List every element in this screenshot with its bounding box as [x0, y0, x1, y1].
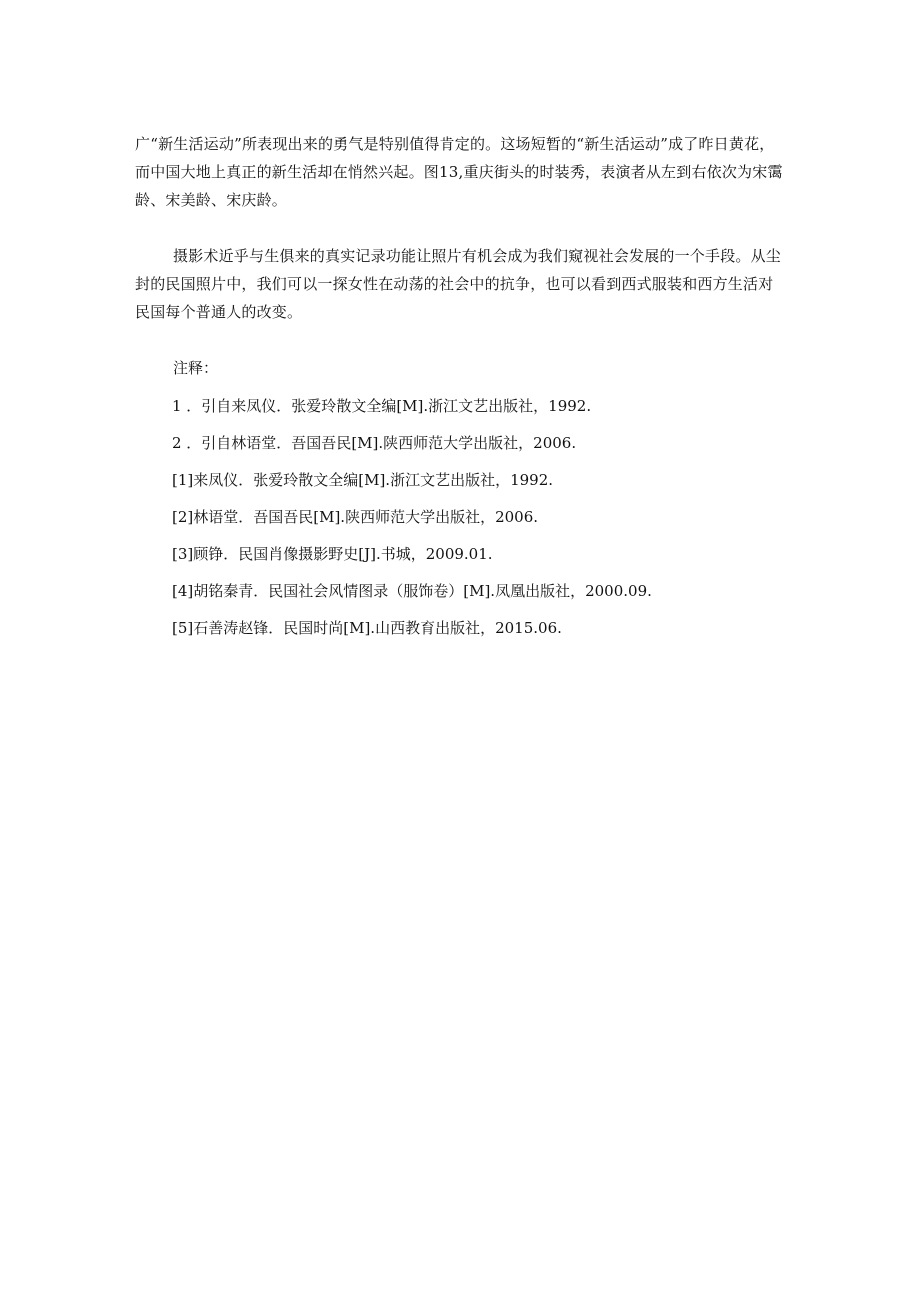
reference-item-note-1: 1 ．引自来凤仪．张爱玲散文全编[M].浙江文艺出版社，1992. [172, 397, 592, 415]
notes-heading: 注释： [173, 359, 219, 377]
reference-list [172, 392, 652, 651]
reference-item-3: [3]顾铮．民国肖像摄影野史[J].书城，2009.01. [172, 545, 493, 563]
reference-item-4: [4]胡铭秦青．民国社会风情图录（服饰卷）[M].凤凰出版社，2000.09. [172, 582, 652, 600]
reference-item-1: [1]来凤仪．张爱玲散文全编[M].浙江文艺出版社，1992. [172, 471, 554, 489]
body-paragraph-2: 摄影术近乎与生俱来的真实记录功能让照片有机会成为我们窥视社会发展的一个手段。从尘封的民国照片中，我们可以一探女性在动荡的社会中的抗争，也可以看到西式服装和西方生活对民国每个普通人的改变。 [135, 247, 782, 321]
reference-item-2: [2]林语堂．吾国吾民[M].陕西师范大学出版社，2006. [172, 508, 539, 526]
reference-item-note-2: 2 ．引自林语堂．吾国吾民[M].陕西师范大学出版社，2006. [172, 434, 577, 452]
reference-item-5: [5]石善涛赵锋．民国时尚[M].山西教育出版社，2015.06. [172, 619, 562, 637]
body-paragraph-1: 广“新生活运动”所表现出来的勇气是特别值得肯定的。这场短暂的“新生活运动”成了昨日黄花，而中国大地上真正的新生活却在悄然兴起。图13,重庆街头的时装秀，表演者从左到右依次为宋霭龄、宋美龄、宋庆龄。 [135, 135, 783, 209]
